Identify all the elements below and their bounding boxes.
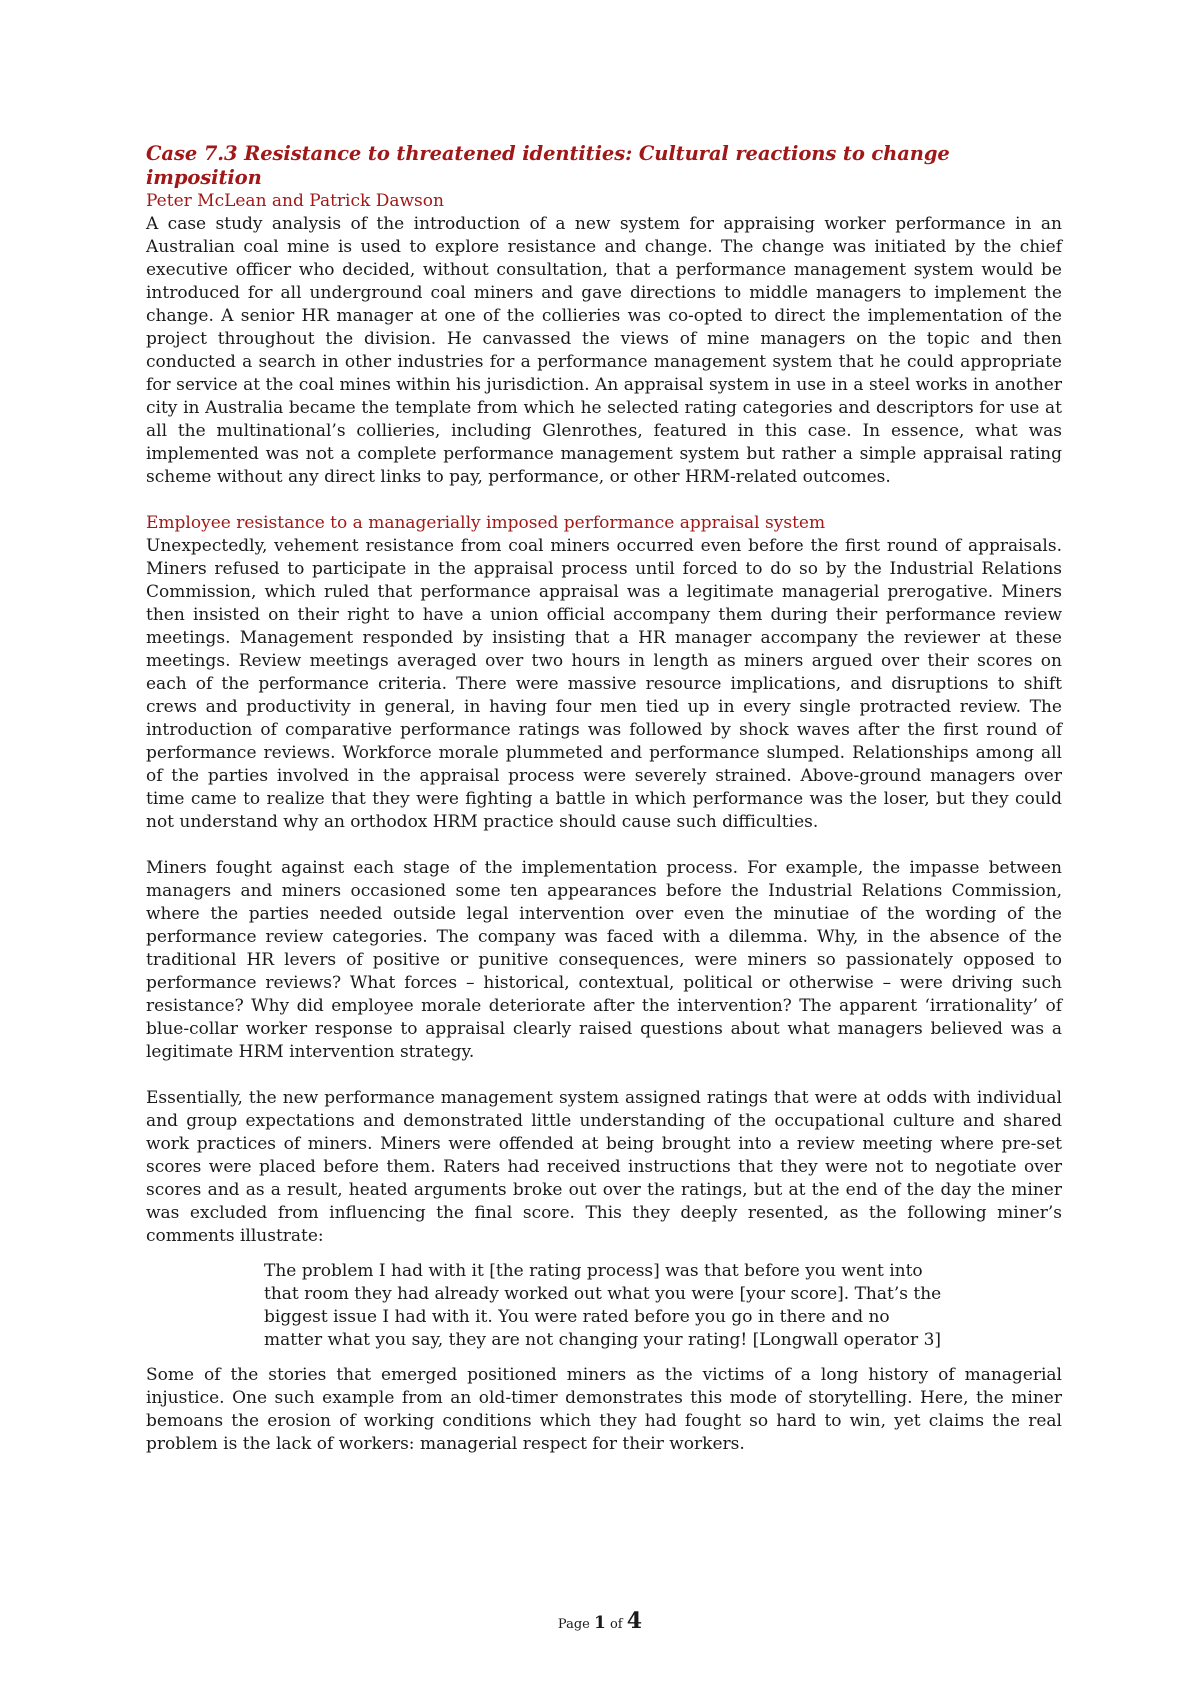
- paragraph-spacer: [146, 1248, 1062, 1260]
- of-label: of: [609, 1617, 623, 1632]
- paragraph-spacer: [146, 489, 1062, 512]
- case-authors: Peter McLean and Patrick Dawson: [146, 191, 444, 211]
- paragraph-spacer: [146, 834, 1062, 857]
- intro-paragraph: A case study analysis of the introduction of a new system for appraising worker performance in an Australian coal mine is used to explore resistance and change. The change was initiated by the chief executive officer who decided, without consultation, that a performance management system would be introduced for all underground coal miners and gave directions to middle managers to implement the change. A senior HR manager at one of the collieries was co-opted to direct the implementation of the project throughout the division. He canvassed the views of mine managers on the topic and then conducted a search in other industries for a performance management system that he could appropriate for service at the coal mines within his jurisdiction. An appraisal system in use in a steel works in another city in Australia became the template from which he selected rating categories and descriptors for use at all the multinational’s collieries, including Glenrothes, featured in this case. In essence, what was implemented was not a complete performance management system but rather a simple appraisal rating scheme without any direct links to pay, performance, or other HRM-related outcomes.: [146, 214, 1062, 487]
- document-body: [146, 142, 1062, 1456]
- implementation-paragraph: Miners fought against each stage of the implementation process. For example, the impasse between managers and miners occasioned some ten appearances before the Industrial Relations Commission, where the parties needed outside legal intervention over even the minutiae of the wording of the performance review categories. The company was faced with a dilemma. Why, in the absence of the traditional HR levers of positive or punitive consequences, were miners so passionately opposed to performance reviews? What forces – historical, contextual, political or otherwise – were driving such resistance? Why did employee morale deteriorate after the intervention? The apparent ‘irrationality’ of blue-collar worker response to appraisal clearly raised questions about what managers believed was a legitimate HRM intervention strategy.: [146, 858, 1062, 1062]
- resistance-paragraph: Unexpectedly, vehement resistance from coal miners occurred even before the first round of appraisals. Miners refused to participate in the appraisal process until forced to do so by the Industrial Relations Commission, which ruled that performance appraisal was a legitimate managerial prerogative. Miners then insisted on their right to have a union official accompany them during their performance review meetings. Management responded by insisting that a HR manager accompany the reviewer at these meetings. Review meetings averaged over two hours in length as miners argued over their scores on each of the performance criteria. There were massive resource implications, and disruptions to shift crews and productivity in general, in having four men tied up in every single protracted review. The introduction of comparative performance ratings was followed by shock waves after the first round of performance reviews. Workforce morale plummeted and performance slumped. Relationships among all of the parties involved in the appraisal process were severely strained. Above-ground managers over time came to realize that they were fighting a battle in which performance was the loser, but they could not understand why an orthodox HRM practice should cause such difficulties.: [146, 536, 1062, 832]
- page-label: Page: [557, 1617, 590, 1632]
- paragraph-spacer: [146, 1352, 1062, 1364]
- paragraph-spacer: [146, 1064, 1062, 1087]
- stories-paragraph: Some of the stories that emerged positioned miners as the victims of a long history of managerial injustice. One such example from an old-timer demonstrates this mode of storytelling. Here, the miner bemoans the erosion of working conditions which they had fought so hard to win, yet claims the real problem is the lack of workers: managerial respect for their workers.: [146, 1365, 1062, 1454]
- total-pages: 4: [626, 1608, 643, 1634]
- page-number: 1: [594, 1613, 606, 1633]
- ratings-paragraph: Essentially, the new performance management system assigned ratings that were at odds with individual and group expectations and demonstrated little understanding of the occupational culture and shared work practices of miners. Miners were offended at being brought into a review meeting where pre-set scores were placed before them. Raters had received instructions that they were not to negotiate over scores and as a result, heated arguments broke out over the ratings, but at the end of the day the miner was excluded from influencing the final score. This they deeply resented, as the following miner’s comments illustrate:: [146, 1088, 1062, 1246]
- page-footer: [0, 1608, 1200, 1634]
- section-heading: Employee resistance to a managerially imposed performance appraisal system: [146, 513, 826, 533]
- case-title: Case 7.3 Resistance to threatened identities: Cultural reactions to change imposition: [146, 142, 950, 189]
- miner-quote: The problem I had with it [the rating process] was that before you went into that room they had already worked out what you were [your score]. That’s the biggest issue I had with it. You were rated before you go in there and no matter what you say, they are not changing your rating! [Longwall operator 3]: [264, 1261, 942, 1350]
